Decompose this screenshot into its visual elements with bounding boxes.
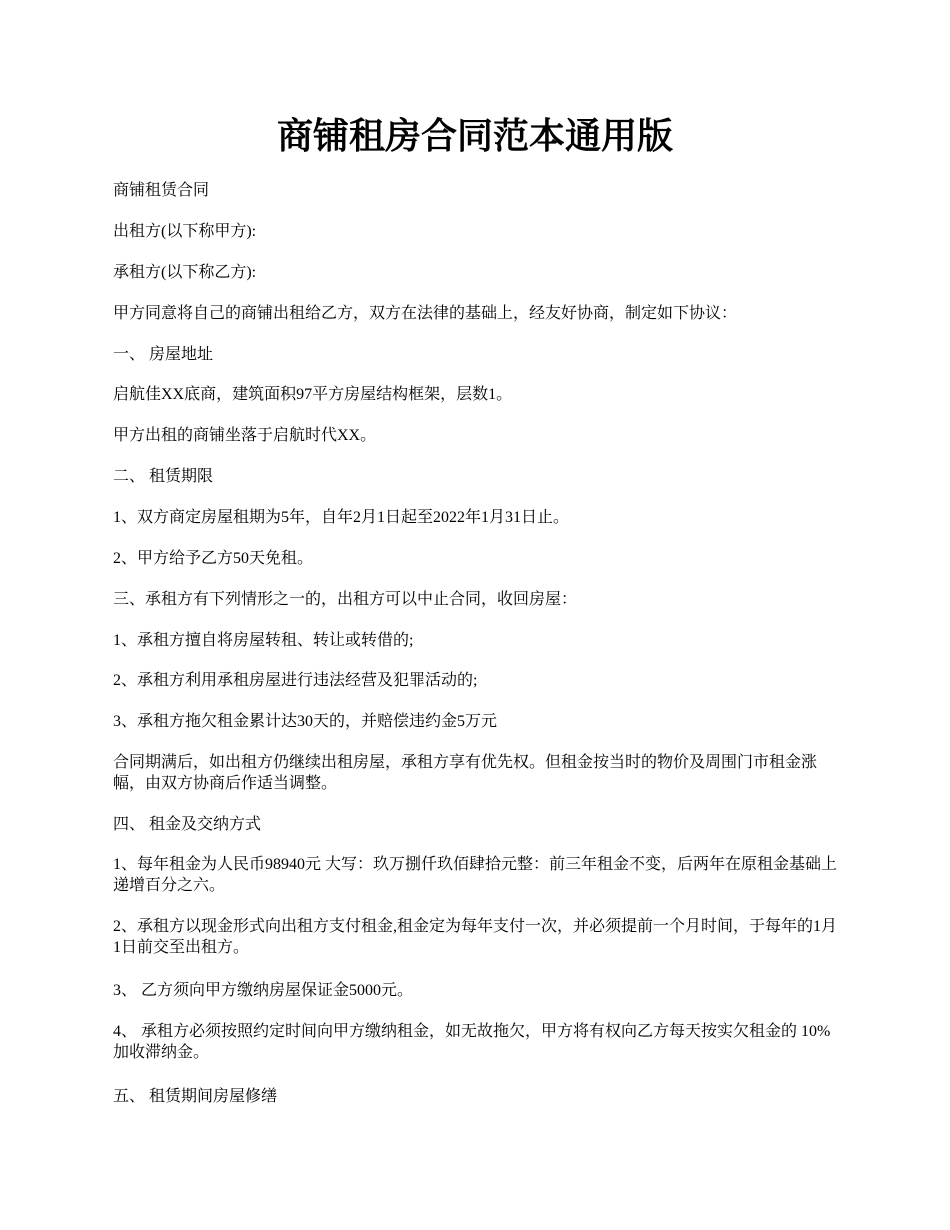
- paragraph-rent-1: 1、每年租金为人民币98940元 大写：玖万捌仟玖佰肆拾元整：前三年租金不变，后两年在原租金基础上递增百分之六。: [113, 856, 838, 894]
- section-heading-1: 一、 房屋地址: [113, 346, 214, 363]
- paragraph-term-1: 1、双方商定房屋租期为5年，自年2月1日起至2022年1月31日止。: [113, 509, 570, 526]
- section-heading-4: 四、 租金及交纳方式: [113, 816, 262, 833]
- paragraph-rent-3: 3、 乙方须向甲方缴纳房屋保证金5000元。: [113, 982, 414, 999]
- paragraph-rent-2: 2、承租方以现金形式向出租方支付租金,租金定为每年支付一次，并必须提前一个月时间，于每年的1月1日前交至出租方。: [113, 918, 838, 956]
- paragraph-termination-1: 1、承租方擅自将房屋转租、转让或转借的;: [113, 632, 414, 649]
- paragraph-rent-4: 4、 承租方必须按照约定时间向甲方缴纳租金，如无故拖欠，甲方将有权向乙方每天按实欠租金的 10%加收滞纳金。: [113, 1023, 831, 1061]
- section-heading-2: 二、 租赁期限: [113, 468, 214, 485]
- paragraph-location: 甲方出租的商铺坐落于启航时代XX。: [113, 427, 377, 444]
- section-heading-3: 三、承租方有下列情形之一的，出租方可以中止合同，收回房屋：: [113, 591, 578, 608]
- paragraph-termination-2: 2、承租方利用承租房屋进行违法经营及犯罪活动的;: [113, 672, 478, 689]
- paragraph-contract-name: 商铺租赁合同: [113, 182, 210, 199]
- paragraph-agreement-intro: 甲方同意将自己的商铺出租给乙方，双方在法律的基础上，经友好协商，制定如下协议：: [113, 305, 738, 322]
- paragraph-lessor: 出租方(以下称甲方):: [113, 223, 257, 240]
- paragraph-termination-3: 3、承租方拖欠租金累计达30天的，并赔偿违约金5万元: [113, 713, 498, 730]
- document-title: 商铺租房合同范本通用版: [276, 115, 673, 157]
- paragraph-renewal: 合同期满后，如出租方仍继续出租房屋，承租方享有优先权。但租金按当时的物价及周围门市租金涨幅，由双方协商后作适当调整。: [113, 754, 818, 792]
- section-heading-5: 五、 租赁期间房屋修缮: [113, 1088, 278, 1105]
- paragraph-address: 启航佳XX底商，建筑面积97平方房屋结构框架，层数1。: [113, 386, 513, 403]
- paragraph-term-2: 2、甲方给予乙方50天免租。: [113, 550, 314, 567]
- paragraph-lessee: 承租方(以下称乙方):: [113, 264, 257, 281]
